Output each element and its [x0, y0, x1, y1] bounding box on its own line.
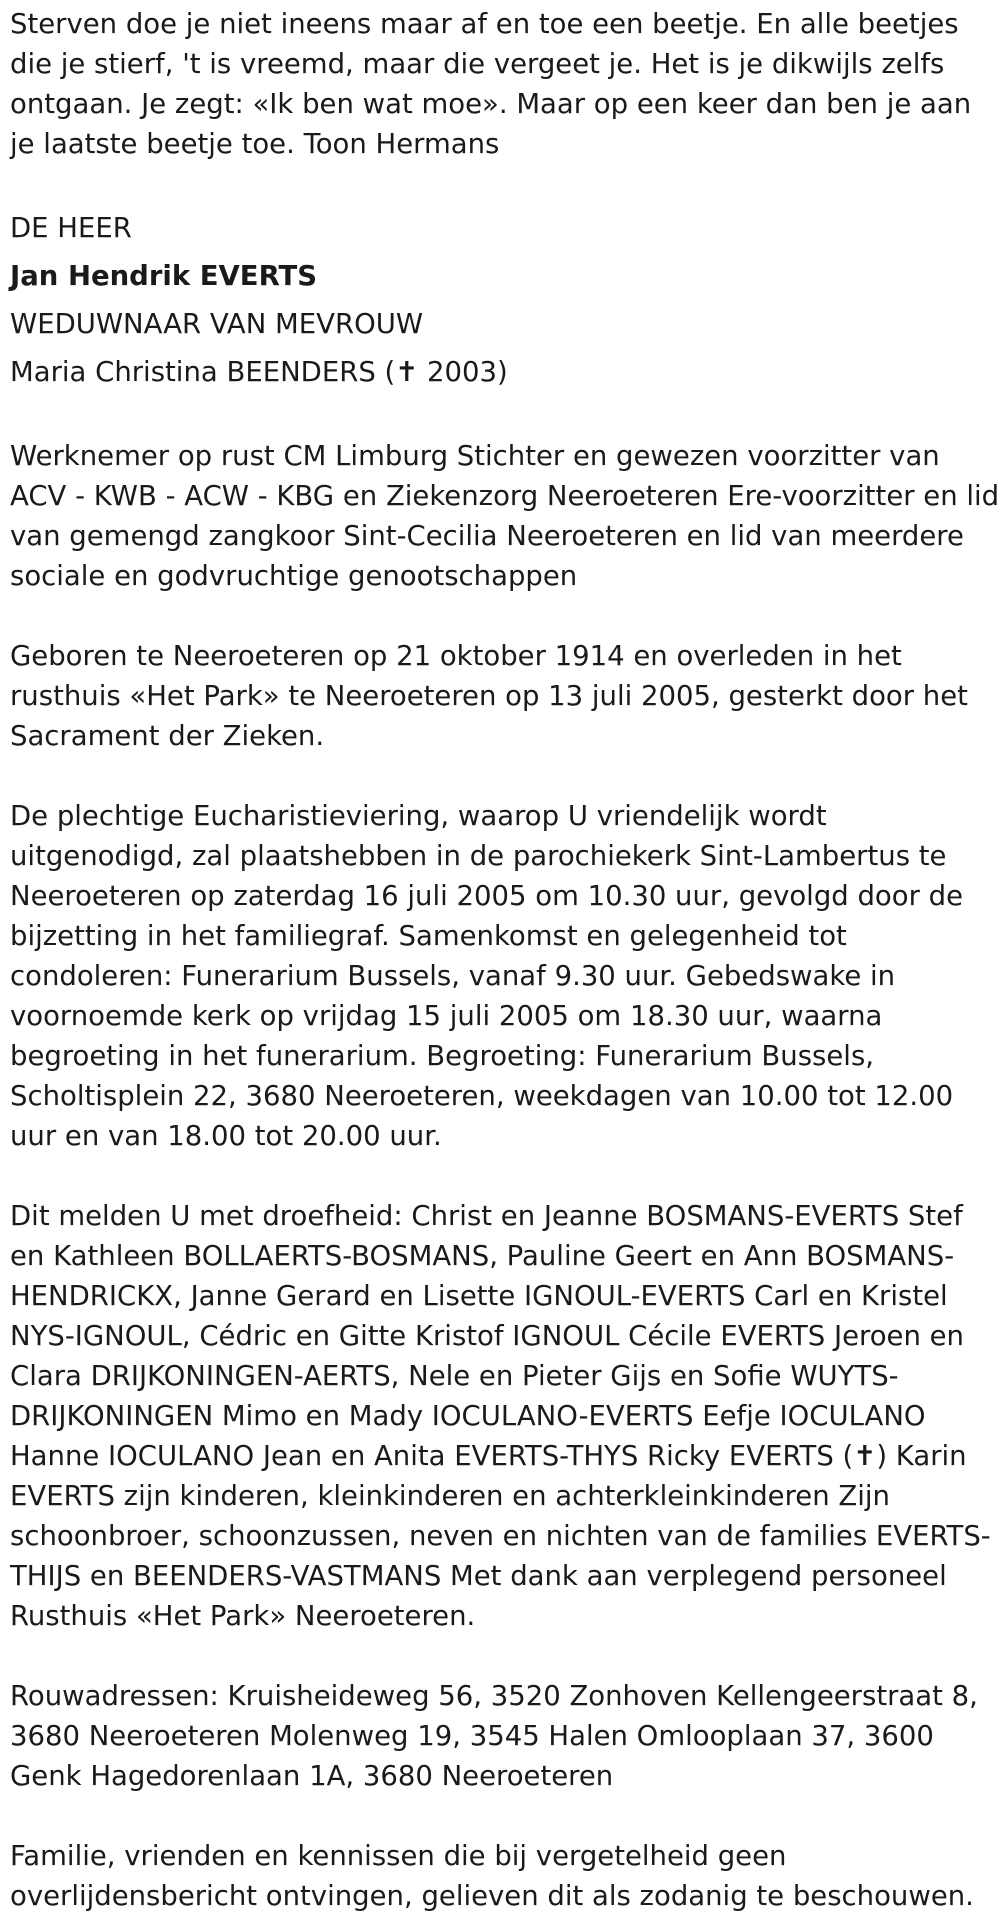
marital-status: WEDUWNAAR VAN MEVROUW	[10, 308, 424, 340]
family-paragraph: Dit melden U met droefheid: Christ en Jeanne BOSMANS-EVERTS Stef en Kathleen BOLLAERTS-BOSMANS, Pauline Geert en Ann BOSMANS-HENDRICKX, Janne Gerard en Lisette IGNOUL-EVERTS Carl en Kristel NYS-IGNOUL, Cédric en Gitte Kristof IGNOUL Cécile EVERTS Jeroen en Clara DRIJKONINGEN-AERTS, Nele en Pieter Gijs en Sofie WUYTS-DRIJKONINGEN Mimo en Mady IOCULANO-EVERTS Eefje IOCULANO Hanne IOCULANO Jean en Anita EVERTS-THYS Ricky EVERTS (✝) Karin EVERTS zijn kinderen, kleinkinderen en achterkleinkinderen Zijn schoonbroer, schoonzussen, neven en nichten van de families EVERTS-THIJS en BEENDERS-VASTMANS Met dank aan verplegend personeel Rusthuis «Het Park» Neeroeteren.	[10, 1200, 991, 1632]
addresses-paragraph: Rouwadressen: Kruisheideweg 56, 3520 Zonhoven Kellengeerstraat 8, 3680 Neeroeteren Molenweg 19, 3545 Halen Omlooplaan 37, 3600 Genk Hagedorenlaan 1A, 3680 Neeroeteren	[10, 1680, 978, 1792]
spacer	[10, 1156, 1000, 1196]
spacer	[10, 164, 1000, 204]
salutation: DE HEER	[10, 212, 132, 244]
closing-paragraph: Familie, vrienden en kennissen die bij vergetelheid geen overlijdensbericht ontvingen, gelieven dit als zodanig te beschouwen.	[10, 1840, 974, 1912]
spacer	[10, 396, 1000, 436]
opening-quote: Sterven doe je niet ineens maar af en toe een beetje. En alle beetjes die je stierf, 't is vreemd, maar die vergeet je. Het is je dikwijls zelfs ontgaan. Je zegt: «Ik ben wat moe». Maar op een keer dan ben je aan je laatste beetje toe. Toon Hermans	[10, 8, 972, 160]
deceased-name: Jan Hendrik EVERTS	[10, 260, 318, 292]
birth-death-paragraph: Geboren te Neeroeteren op 21 oktober 1914 en overleden in het rusthuis «Het Park» te Neeroeteren op 13 juli 2005, gesterkt door het Sacrament der Zieken.	[10, 640, 968, 752]
spacer	[10, 1636, 1000, 1676]
spacer	[10, 756, 1000, 796]
ceremony-paragraph: De plechtige Eucharistieviering, waarop U vriendelijk wordt uitgenodigd, zal plaatshebben in de parochiekerk Sint-Lambertus te Neeroeteren op zaterdag 16 juli 2005 om 10.30 uur, gevolgd door de bijzetting in het familiegraf. Samenkomst en gelegenheid tot condoleren: Funerarium Bussels, vanaf 9.30 uur. Gebedswake in voornoemde kerk op vrijdag 15 juli 2005 om 18.30 uur, waarna begroeting in het funerarium. Begroeting: Funerarium Bussels, Scholtisplein 22, 3680 Neeroeteren, weekdagen van 10.00 tot 12.00 uur en van 18.00 tot 20.00 uur.	[10, 800, 964, 1152]
spouse-name: Maria Christina BEENDERS (✝ 2003)	[10, 356, 508, 388]
career-paragraph: Werknemer op rust CM Limburg Stichter en gewezen voorzitter van ACV - KWB - ACW - KBG en Ziekenzorg Neeroeteren Ere-voorzitter en lid van gemengd zangkoor Sint-Cecilia Neeroeteren en lid van meerdere sociale en godvruchtige genootschappen	[10, 440, 1000, 592]
spacer	[10, 1796, 1000, 1836]
spacer	[10, 596, 1000, 636]
